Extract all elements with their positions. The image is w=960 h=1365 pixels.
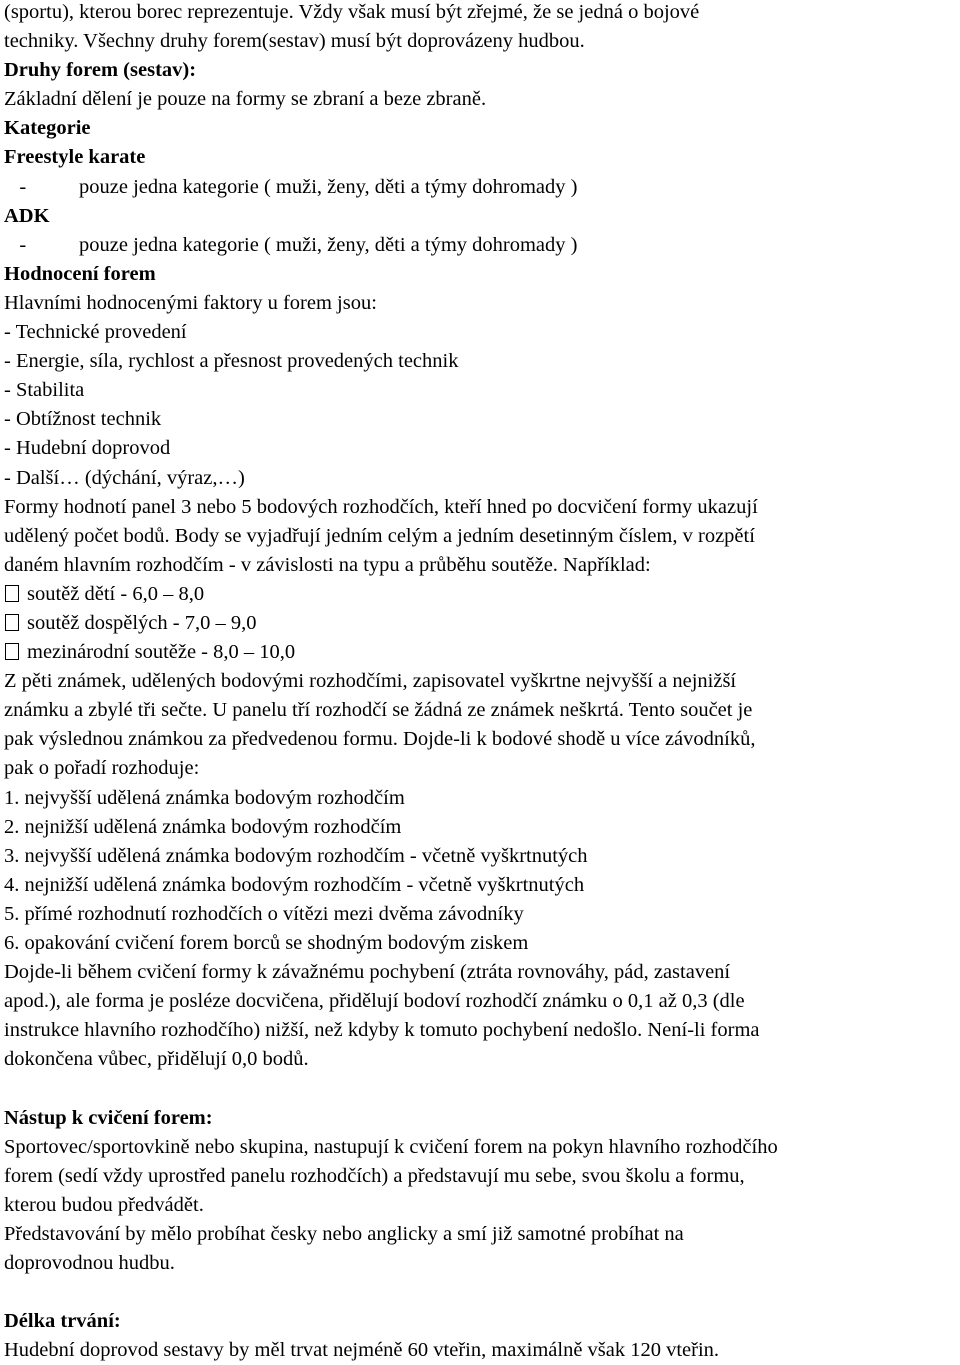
list-item: - Stabilita: [4, 379, 85, 402]
heading-freestyle-karate: Freestyle karate: [4, 146, 146, 169]
paragraph-line: Z pěti známek, udělených bodovými rozhodčími, zapisovatel vyškrtne nejvyšší a nejnižší: [4, 670, 737, 693]
list-item: - Energie, síla, rychlost a přesnost provedených technik: [4, 350, 459, 373]
spacer: [4, 1278, 958, 1307]
list-item: 5. přímé rozhodnutí rozhodčích o vítězi mezi dvěma závodníky: [4, 902, 524, 925]
list-item: - Technické provedení: [4, 321, 187, 344]
paragraph-line: forem (sedí vždy uprostřed panelu rozhodčích) a představují mu sebe, svou školu a formu,: [4, 1164, 745, 1187]
checkbox-glyph-icon: [5, 585, 19, 602]
paragraph-line: pak o pořadí rozhoduje:: [4, 757, 200, 780]
paragraph-line: doprovodnou hudbu.: [4, 1252, 175, 1275]
paragraph-line: Dojde-li během cvičení formy k závažnému pochybení (ztráta rovnováhy, pád, zastavení: [4, 961, 731, 984]
list-item: - Obtížnost technik: [4, 408, 162, 431]
paragraph-line: známku a zbylé tři sečte. U panelu tří rozhodčí se žádná ze známek neškrtá. Tento součet je: [4, 699, 753, 722]
heading-categories: Kategorie: [4, 117, 91, 140]
heading-form-types: Druhy forem (sestav):: [4, 59, 197, 82]
list-item: - pouze jedna kategorie ( muži, ženy, děti a týmy dohromady ): [4, 173, 958, 202]
list-item: mezinárodní soutěže - 8,0 – 10,0: [4, 638, 958, 667]
list-item: 6. opakování cvičení forem borců se shodným bodovým ziskem: [4, 932, 529, 954]
paragraph-line: Představování by mělo probíhat česky nebo anglicky a smí již samotné probíhat na: [4, 1222, 684, 1245]
paragraph-line: pak výslednou známkou za předvedenou formu. Dojde-li k bodové shodě u více závodníků,: [4, 728, 756, 751]
paragraph-line: instrukce hlavního rozhodčího) nižší, než kdyby k tomuto pochybení nedošlo. Není-li forma: [4, 1019, 760, 1042]
list-item: 4. nejnižší udělená známka bodovým rozhodčím - včetně vyškrtnutých: [4, 873, 585, 896]
heading-adk: ADK: [4, 204, 50, 227]
paragraph-line: (sportu), kterou borec reprezentuje. Vždy však musí být zřejmé, že se jedná o bojové: [4, 1, 700, 23]
list-item: 2. nejnižší udělená známka bodovým rozhodčím: [4, 815, 402, 838]
heading-form-evaluation: Hodnocení forem: [4, 262, 156, 285]
heading-duration: Délka trvání:: [4, 1310, 121, 1333]
list-item: - Hudební doprovod: [4, 437, 171, 460]
heading-form-entry: Nástup k cvičení forem:: [4, 1106, 213, 1129]
list-item: - Další… (dýchání, výraz,…): [4, 466, 245, 489]
paragraph-line: Formy hodnotí panel 3 nebo 5 bodových rozhodčích, kteří hned po docvičení formy ukazují: [4, 495, 758, 518]
dash-bullet: -: [19, 175, 27, 198]
paragraph-line: udělený počet bodů. Body se vyjadřují jedním celým a jedním desetinným číslem, v rozpětí: [4, 524, 755, 547]
paragraph-line: Základní dělení je pouze na formy se zbraní a beze zbraně.: [4, 88, 487, 111]
list-item: 1. nejvyšší udělená známka bodovým rozhodčím: [4, 786, 405, 809]
document-page: [4, 0, 958, 1365]
paragraph-line: techniky. Všechny druhy forem(sestav) musí být doprovázeny hudbou.: [4, 30, 585, 53]
paragraph-line: Hlavními hodnocenými faktory u forem jsou:: [4, 291, 377, 314]
spacer: [4, 1074, 958, 1103]
checkbox-glyph-icon: [5, 643, 19, 660]
list-item: - pouze jedna kategorie ( muži, ženy, děti a týmy dohromady ): [4, 231, 958, 260]
paragraph-line: daném hlavním rozhodčím - v závislosti na typu a průběhu soutěže. Například:: [4, 553, 651, 576]
paragraph-line: Sportovec/sportovkině nebo skupina, nastupují k cvičení forem na pokyn hlavního rozhodčího: [4, 1135, 778, 1158]
paragraph-line: dokončena vůbec, přidělují 0,0 bodů.: [4, 1048, 309, 1071]
list-item: 3. nejvyšší udělená známka bodovým rozhodčím - včetně vyškrtnutých: [4, 844, 588, 867]
paragraph-line: Hudební doprovod sestavy by měl trvat nejméně 60 vteřin, maximálně však 120 vteřin.: [4, 1339, 720, 1362]
list-item: soutěž dětí - 6,0 – 8,0: [4, 580, 958, 609]
paragraph-line: kterou budou předvádět.: [4, 1193, 204, 1216]
paragraph-line: apod.), ale forma je posléze docvičena, přidělují bodoví rozhodčí známku o 0,1 až 0,3 (dle: [4, 990, 745, 1013]
list-item: soutěž dospělých - 7,0 – 9,0: [4, 609, 958, 638]
checkbox-glyph-icon: [5, 614, 19, 631]
dash-bullet: -: [19, 233, 27, 256]
